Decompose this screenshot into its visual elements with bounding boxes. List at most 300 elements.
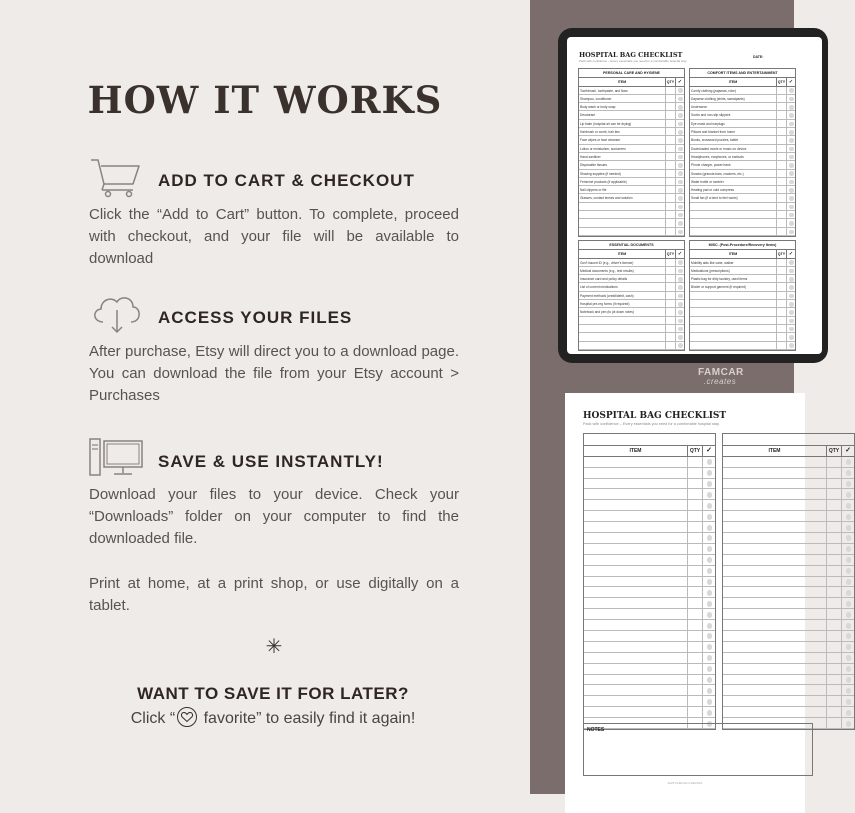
row-check: [841, 598, 854, 608]
row-check: [841, 707, 854, 717]
checklist-row: [579, 87, 684, 95]
desktop-computer-icon: [89, 437, 145, 479]
row-qty: [776, 178, 786, 185]
step-heading-access-files: ACCESS YOUR FILES: [158, 308, 353, 327]
row-item-text: Face wipes or face cleanser: [580, 138, 621, 143]
checklist-row: [690, 145, 795, 153]
row-item-text: [584, 653, 687, 663]
checkbox-circle: [789, 188, 794, 193]
checklist-row: [584, 598, 715, 609]
checklist-row: [584, 609, 715, 620]
row-qty: [826, 489, 841, 499]
row-check: [675, 342, 684, 349]
row-item-text: Medical documents (e.g., test results): [580, 268, 634, 273]
row-item-text: Gov't issued ID (e.g., driver's license): [580, 260, 634, 265]
checkbox-circle: [846, 633, 852, 639]
column-check-icon: ✓: [786, 250, 795, 257]
row-item-text: Heating pad or cold compress: [691, 188, 734, 193]
row-check: [675, 136, 684, 143]
row-check: [841, 653, 854, 663]
row-check: [702, 609, 715, 619]
row-item-text: [584, 609, 687, 619]
row-item-text: List of current medications: [580, 285, 618, 290]
row-item-text: [723, 489, 826, 499]
row-item-text: [723, 609, 826, 619]
row-item-text: [584, 707, 687, 717]
checklist-row: [690, 228, 795, 236]
row-qty: [776, 145, 786, 152]
section-columns: [579, 250, 684, 258]
tablet-doc-date: DATE:: [753, 55, 764, 59]
row-qty: [665, 342, 675, 349]
checklist-row: [690, 194, 795, 202]
checklist-row: [690, 317, 795, 325]
row-qty: [776, 219, 786, 226]
checklist-row: [579, 203, 684, 211]
checkbox-circle: [678, 163, 683, 168]
row-item-text: Binder or support garment (if required): [691, 285, 747, 290]
row-qty: [776, 203, 786, 210]
row-check: [675, 308, 684, 315]
row-qty: [665, 87, 675, 94]
row-check: [786, 203, 795, 210]
checklist-row: [690, 308, 795, 316]
row-check: [675, 259, 684, 266]
checkbox-circle: [789, 147, 794, 152]
row-item-text: Hospital pre-reg forms (if required): [580, 302, 630, 307]
checklist-row: [723, 511, 854, 522]
row-check: [702, 457, 715, 467]
row-qty: [665, 283, 675, 290]
checklist-section: [722, 433, 855, 730]
column-item: ITEM: [768, 447, 781, 454]
notes-label: NOTES: [587, 727, 605, 733]
cloud-download-icon: [89, 292, 145, 334]
step-text-save-use: Download your files to your device. Check your “Downloads” folder on your computer to find the downloaded file.: [89, 486, 459, 547]
row-qty: [826, 544, 841, 554]
row-check: [702, 566, 715, 576]
row-check: [786, 228, 795, 235]
column-qty: QTY: [777, 252, 786, 257]
checklist-row: [579, 283, 684, 291]
checkbox-circle: [846, 514, 852, 520]
row-qty: [665, 219, 675, 226]
checkbox-circle: [789, 88, 794, 93]
checkbox-circle: [846, 710, 852, 716]
checklist-section: [578, 240, 685, 351]
row-qty: [665, 170, 675, 177]
row-item-text: [723, 685, 826, 695]
checkbox-circle: [678, 343, 683, 348]
column-check-icon: ✓: [841, 446, 854, 456]
row-check: [786, 178, 795, 185]
row-qty: [687, 664, 702, 674]
checklist-row: [690, 219, 795, 227]
row-qty: [687, 696, 702, 706]
row-item-text: [723, 653, 826, 663]
row-check: [841, 577, 854, 587]
checklist-row: [579, 186, 684, 194]
row-qty: [776, 292, 786, 299]
row-qty: [776, 228, 786, 235]
row-check: [841, 489, 854, 499]
row-qty: [687, 479, 702, 489]
row-check: [841, 620, 854, 630]
checklist-row: [584, 696, 715, 707]
row-check: [786, 145, 795, 152]
checkbox-circle: [678, 122, 683, 127]
row-item-text: [723, 500, 826, 510]
checklist-row: [723, 664, 854, 675]
row-check: [675, 325, 684, 332]
row-qty: [776, 95, 786, 102]
checklist-row: [579, 145, 684, 153]
checkbox-circle: [789, 213, 794, 218]
row-qty: [826, 642, 841, 652]
row-check: [786, 219, 795, 226]
checklist-row: [584, 555, 715, 566]
row-check: [702, 642, 715, 652]
row-item-text: [723, 642, 826, 652]
row-check: [841, 631, 854, 641]
row-item-text: Hand sanitizer: [580, 154, 601, 159]
checkbox-circle: [678, 130, 683, 135]
row-qty: [687, 468, 702, 478]
row-check: [702, 620, 715, 630]
row-item-text: [584, 675, 687, 685]
section-columns: [579, 78, 684, 86]
checklist-row: [584, 664, 715, 675]
row-check: [786, 300, 795, 307]
row-item-text: Plastic bag for dirty laundry, used items: [691, 277, 748, 282]
row-qty: [826, 555, 841, 565]
checklist-row: [584, 544, 715, 555]
row-check: [702, 631, 715, 641]
checklist-row: [584, 707, 715, 718]
checkbox-circle: [846, 699, 852, 705]
checklist-row: [579, 267, 684, 275]
row-item-text: [690, 300, 776, 307]
row-qty: [687, 598, 702, 608]
checklist-row: [723, 587, 854, 598]
row-qty: [776, 87, 786, 94]
row-item-text: Deodorant: [580, 113, 596, 118]
row-check: [786, 170, 795, 177]
checklist-row: [579, 292, 684, 300]
row-qty: [687, 609, 702, 619]
row-qty: [826, 598, 841, 608]
checkbox-circle: [789, 302, 794, 307]
checkbox-circle: [789, 138, 794, 143]
checklist-section: [689, 68, 796, 237]
row-qty: [665, 228, 675, 235]
checklist-row: [579, 153, 684, 161]
row-item-text: [690, 203, 776, 210]
save-later-text-pre: Click “: [130, 710, 176, 727]
row-item-text: [584, 489, 687, 499]
checklist-section: [578, 68, 685, 237]
checklist-row: [579, 275, 684, 283]
row-item-text: [584, 500, 687, 510]
row-check: [786, 211, 795, 218]
row-qty: [826, 675, 841, 685]
row-qty: [665, 203, 675, 210]
checkbox-circle: [846, 492, 852, 498]
checkbox-circle: [789, 171, 794, 176]
row-qty: [826, 522, 841, 532]
row-check: [786, 194, 795, 201]
row-check: [675, 317, 684, 324]
checkbox-circle: [678, 285, 683, 290]
row-item-text: [690, 228, 776, 235]
row-check: [786, 308, 795, 315]
row-qty: [776, 136, 786, 143]
row-check: [702, 555, 715, 565]
row-check: [675, 87, 684, 94]
checklist-row: [723, 696, 854, 707]
row-check: [786, 325, 795, 332]
row-check: [675, 161, 684, 168]
row-item-text: [690, 317, 776, 324]
row-qty: [776, 128, 786, 135]
checklist-row: [723, 555, 854, 566]
row-check: [786, 259, 795, 266]
row-qty: [665, 111, 675, 118]
row-check: [702, 653, 715, 663]
checkbox-circle: [678, 230, 683, 235]
row-item-text: Lip balm (hospital air can be drying): [580, 121, 632, 126]
row-check: [841, 500, 854, 510]
checkbox-circle: [846, 612, 852, 618]
row-qty: [776, 170, 786, 177]
checklist-row: [690, 103, 795, 111]
row-check: [841, 587, 854, 597]
checkbox-circle: [678, 105, 683, 110]
row-item-text: Glasses, contact lenses and solution: [580, 196, 633, 201]
row-item-text: Hairbrush or comb, hair ties: [580, 130, 620, 135]
checklist-row: [690, 161, 795, 169]
tablet-mockup: [558, 28, 828, 363]
checkbox-circle: [846, 644, 852, 650]
checkbox-circle: [789, 163, 794, 168]
checkbox-circle: [846, 535, 852, 541]
row-qty: [826, 653, 841, 663]
row-check: [841, 457, 854, 467]
row-check: [841, 696, 854, 706]
row-check: [786, 317, 795, 324]
row-item-text: Shaving supplies (if needed): [580, 171, 621, 176]
checkbox-circle: [707, 677, 713, 683]
row-item-text: Feminine products (if applicable): [580, 179, 627, 184]
row-qty: [687, 587, 702, 597]
checklist-row: [723, 685, 854, 696]
row-qty: [665, 153, 675, 160]
row-qty: [826, 707, 841, 717]
row-item-text: [723, 587, 826, 597]
checklist-row: [579, 161, 684, 169]
checklist-row: [579, 219, 684, 227]
checkbox-circle: [789, 205, 794, 210]
row-check: [786, 161, 795, 168]
checklist-row: [584, 533, 715, 544]
checkbox-circle: [678, 180, 683, 185]
row-check: [675, 103, 684, 110]
row-check: [786, 111, 795, 118]
row-qty: [826, 479, 841, 489]
save-later-text: [0, 707, 546, 728]
row-qty: [776, 259, 786, 266]
checklist-row: [723, 707, 854, 718]
checklist-row: [579, 228, 684, 236]
row-qty: [776, 211, 786, 218]
row-check: [675, 120, 684, 127]
step-text-print: Print at home, at a print shop, or use digitally on a tablet.: [89, 575, 459, 614]
row-item-text: [723, 675, 826, 685]
tablet-screen: [567, 37, 822, 354]
row-qty: [826, 457, 841, 467]
row-item-text: Lotion or moisturizer, sunscreen: [580, 146, 626, 151]
row-item-text: [690, 333, 776, 340]
row-item-text: [584, 587, 687, 597]
checklist-row: [579, 178, 684, 186]
row-check: [786, 292, 795, 299]
row-qty: [776, 153, 786, 160]
row-item-text: [723, 522, 826, 532]
row-item-text: [584, 598, 687, 608]
row-item-text: Small fan (if a tend to feel warm): [691, 196, 738, 201]
row-item-text: [690, 211, 776, 218]
row-check: [702, 664, 715, 674]
checklist-row: [579, 300, 684, 308]
row-item-text: [584, 479, 687, 489]
row-qty: [665, 95, 675, 102]
row-qty: [687, 511, 702, 521]
checklist-row: [584, 577, 715, 588]
row-check: [675, 170, 684, 177]
row-qty: [687, 620, 702, 630]
row-item-text: Mobility aids like cane, walker: [691, 260, 734, 265]
row-item-text: Disposable tissues: [580, 163, 607, 168]
checklist-row: [690, 128, 795, 136]
checklist-row: [584, 479, 715, 490]
row-qty: [826, 685, 841, 695]
row-item-text: [584, 468, 687, 478]
row-check: [841, 522, 854, 532]
checkbox-circle: [707, 666, 713, 672]
row-item-text: [584, 511, 687, 521]
checkbox-circle: [678, 294, 683, 299]
checkbox-circle: [707, 492, 713, 498]
checklist-row: [584, 631, 715, 642]
checklist-row: [690, 136, 795, 144]
row-check: [675, 95, 684, 102]
row-check: [786, 333, 795, 340]
checklist-row: [723, 598, 854, 609]
row-qty: [776, 317, 786, 324]
checklist-row: [723, 522, 854, 533]
checkbox-circle: [789, 97, 794, 102]
row-item-text: [723, 566, 826, 576]
checkbox-circle: [789, 196, 794, 201]
checklist-row: [723, 500, 854, 511]
checkbox-circle: [678, 302, 683, 307]
row-check: [675, 228, 684, 235]
row-qty: [687, 631, 702, 641]
row-qty: [687, 566, 702, 576]
row-check: [786, 128, 795, 135]
checklist-row: [690, 300, 795, 308]
column-item: ITEM: [617, 252, 627, 257]
row-item-text: [723, 631, 826, 641]
checklist-row: [579, 128, 684, 136]
row-check: [841, 479, 854, 489]
section-columns: [584, 446, 715, 457]
checkbox-circle: [846, 525, 852, 531]
row-qty: [665, 128, 675, 135]
row-item-text: [723, 533, 826, 543]
row-qty: [776, 275, 786, 282]
checkbox-circle: [678, 196, 683, 201]
row-qty: [776, 308, 786, 315]
checkbox-circle: [707, 710, 713, 716]
column-qty: QTY: [826, 446, 841, 456]
row-qty: [826, 511, 841, 521]
row-qty: [776, 342, 786, 349]
row-item-text: Daywear clothing (shirts, sweatpants): [691, 96, 745, 101]
checklist-row: [690, 170, 795, 178]
row-item-text: [584, 631, 687, 641]
row-qty: [826, 696, 841, 706]
checklist-row: [723, 544, 854, 555]
row-item-text: [584, 522, 687, 532]
brand-name: FAMCAR: [698, 367, 744, 378]
row-qty: [776, 111, 786, 118]
row-qty: [826, 468, 841, 478]
row-qty: [665, 259, 675, 266]
checklist-row: [579, 103, 684, 111]
checkbox-circle: [678, 310, 683, 315]
checkbox-circle: [707, 655, 713, 661]
checklist-row: [579, 317, 684, 325]
checkbox-circle: [678, 171, 683, 176]
row-check: [675, 178, 684, 185]
checkbox-circle: [846, 688, 852, 694]
row-qty: [687, 555, 702, 565]
row-item-text: [584, 457, 687, 467]
row-qty: [826, 631, 841, 641]
checkbox-circle: [707, 612, 713, 618]
tablet-doc-subtitle: Pack with confidence – Every essentials you need for a comfortable hospital stay.: [579, 59, 688, 63]
checklist-row: [690, 153, 795, 161]
row-item-text: [690, 219, 776, 226]
checkbox-circle: [678, 155, 683, 160]
checklist-row: [723, 675, 854, 686]
column-check-icon: ✓: [702, 446, 715, 456]
row-item-text: Nail clippers or file: [580, 188, 607, 193]
section-columns: [690, 78, 795, 86]
row-qty: [687, 577, 702, 587]
row-item-text: [579, 203, 665, 210]
column-qty: QTY: [666, 252, 675, 257]
row-item-text: [584, 566, 687, 576]
row-item-text: [584, 685, 687, 695]
row-qty: [665, 145, 675, 152]
checkbox-circle: [707, 546, 713, 552]
checkbox-circle: [678, 113, 683, 118]
row-qty: [687, 707, 702, 717]
checklist-row: [579, 333, 684, 341]
checklist-row: [690, 342, 795, 350]
